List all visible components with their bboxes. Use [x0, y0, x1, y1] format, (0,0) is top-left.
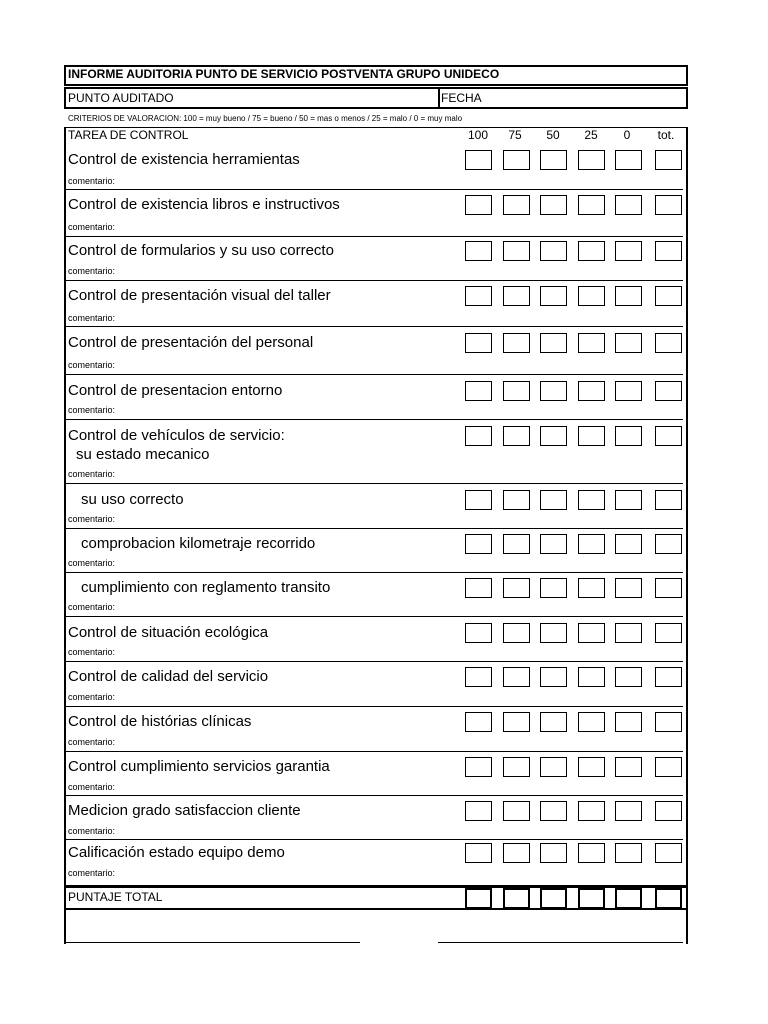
row-separator [66, 616, 683, 617]
score-box-tot[interactable] [655, 667, 682, 687]
task-sublabel: su estado mecanico [76, 446, 210, 463]
score-box-75[interactable] [503, 150, 530, 170]
task-label: Control de vehículos de servicio: [68, 427, 285, 444]
score-box-75[interactable] [503, 286, 530, 306]
score-box-tot[interactable] [655, 150, 682, 170]
score-box-tot[interactable] [655, 381, 682, 401]
score-box-100[interactable] [465, 578, 492, 598]
score-box-0[interactable] [615, 381, 642, 401]
score-box-0[interactable] [615, 623, 642, 643]
task-label: Control de existencia herramientas [68, 151, 300, 168]
score-box-100[interactable] [465, 241, 492, 261]
score-box-100[interactable] [465, 801, 492, 821]
col-header-tot: tot. [657, 128, 675, 142]
row-separator [66, 419, 683, 420]
score-box-25[interactable] [578, 843, 605, 863]
comment-label: comentario: [68, 737, 116, 747]
score-box-50[interactable] [540, 150, 567, 170]
row-separator [66, 326, 683, 327]
score-box-100[interactable] [465, 490, 492, 510]
score-box-25[interactable] [578, 150, 605, 170]
row-separator [66, 374, 683, 375]
score-box-25[interactable] [578, 667, 605, 687]
task-column-header: TAREA DE CONTROL [68, 128, 189, 142]
score-box-0[interactable] [615, 712, 642, 732]
total-box-100[interactable] [465, 888, 492, 909]
score-box-100[interactable] [465, 534, 492, 554]
score-box-25[interactable] [578, 426, 605, 446]
comment-label: comentario: [68, 266, 116, 276]
score-box-tot[interactable] [655, 801, 682, 821]
score-box-tot[interactable] [655, 241, 682, 261]
total-box-75[interactable] [503, 888, 530, 909]
score-box-50[interactable] [540, 534, 567, 554]
comment-label: comentario: [68, 176, 116, 186]
score-box-0[interactable] [615, 286, 642, 306]
comment-label: comentario: [68, 868, 116, 878]
score-box-50[interactable] [540, 426, 567, 446]
signature-line-left [66, 942, 360, 943]
col-header-25: 25 [584, 128, 598, 142]
score-box-75[interactable] [503, 801, 530, 821]
score-box-100[interactable] [465, 623, 492, 643]
comment-label: comentario: [68, 222, 116, 232]
col-header-0: 0 [623, 128, 631, 142]
score-box-50[interactable] [540, 490, 567, 510]
score-box-100[interactable] [465, 757, 492, 777]
row-separator [66, 839, 683, 840]
score-box-100[interactable] [465, 150, 492, 170]
score-box-tot[interactable] [655, 578, 682, 598]
score-box-25[interactable] [578, 578, 605, 598]
task-label: Control de presentacion entorno [68, 382, 283, 399]
score-box-75[interactable] [503, 712, 530, 732]
score-box-75[interactable] [503, 578, 530, 598]
comment-label: comentario: [68, 469, 116, 479]
fecha-label: FECHA [441, 91, 482, 105]
score-box-tot[interactable] [655, 534, 682, 554]
score-box-50[interactable] [540, 712, 567, 732]
score-box-50[interactable] [540, 843, 567, 863]
score-box-100[interactable] [465, 843, 492, 863]
comment-label: comentario: [68, 514, 116, 524]
score-box-50[interactable] [540, 333, 567, 353]
row-separator [66, 483, 683, 484]
score-box-50[interactable] [540, 286, 567, 306]
score-box-25[interactable] [578, 333, 605, 353]
col-header-75: 75 [508, 128, 522, 142]
signature-line-right [438, 942, 683, 943]
comment-label: comentario: [68, 313, 116, 323]
score-box-0[interactable] [615, 843, 642, 863]
score-box-50[interactable] [540, 801, 567, 821]
report-title: INFORME AUDITORIA PUNTO DE SERVICIO POSTVENTA GRUPO UNIDECO [68, 67, 500, 81]
score-box-25[interactable] [578, 757, 605, 777]
row-separator [66, 189, 683, 190]
score-box-0[interactable] [615, 801, 642, 821]
col-header-50: 50 [546, 128, 560, 142]
row-separator [66, 572, 683, 573]
score-box-100[interactable] [465, 333, 492, 353]
score-box-25[interactable] [578, 801, 605, 821]
score-box-50[interactable] [540, 757, 567, 777]
task-label: Control de presentación visual del taller [68, 287, 331, 304]
comment-label: comentario: [68, 405, 116, 415]
score-box-75[interactable] [503, 843, 530, 863]
task-label: Control de histórias clínicas [68, 713, 252, 730]
total-box-0[interactable] [615, 888, 642, 909]
score-box-50[interactable] [540, 623, 567, 643]
task-label: Control cumplimiento servicios garantia [68, 758, 330, 775]
score-box-0[interactable] [615, 578, 642, 598]
comment-label: comentario: [68, 826, 116, 836]
score-box-tot[interactable] [655, 623, 682, 643]
score-box-75[interactable] [503, 490, 530, 510]
score-box-75[interactable] [503, 381, 530, 401]
score-box-75[interactable] [503, 623, 530, 643]
score-box-75[interactable] [503, 241, 530, 261]
score-box-100[interactable] [465, 426, 492, 446]
score-box-100[interactable] [465, 667, 492, 687]
task-label: Control de presentación del personal [68, 334, 314, 351]
score-box-25[interactable] [578, 534, 605, 554]
score-box-100[interactable] [465, 381, 492, 401]
score-box-0[interactable] [615, 757, 642, 777]
score-box-75[interactable] [503, 757, 530, 777]
comment-label: comentario: [68, 782, 116, 792]
total-label: PUNTAJE TOTAL [68, 890, 163, 904]
score-box-75[interactable] [503, 667, 530, 687]
task-label: Control de situación ecológica [68, 624, 269, 641]
score-box-0[interactable] [615, 195, 642, 215]
total-box-50[interactable] [540, 888, 567, 909]
task-label: cumplimiento con reglamento transito [81, 579, 331, 596]
task-label: Control de calidad del servicio [68, 668, 269, 685]
score-box-tot[interactable] [655, 333, 682, 353]
punto-divider [438, 87, 440, 109]
score-box-75[interactable] [503, 333, 530, 353]
score-box-0[interactable] [615, 241, 642, 261]
score-box-0[interactable] [615, 667, 642, 687]
score-box-25[interactable] [578, 623, 605, 643]
row-separator [66, 661, 683, 662]
score-box-0[interactable] [615, 150, 642, 170]
score-box-75[interactable] [503, 426, 530, 446]
comment-label: comentario: [68, 360, 116, 370]
row-separator [66, 751, 683, 752]
row-separator [66, 528, 683, 529]
score-box-tot[interactable] [655, 286, 682, 306]
score-box-25[interactable] [578, 241, 605, 261]
score-box-tot[interactable] [655, 843, 682, 863]
total-box-tot[interactable] [655, 888, 682, 909]
row-separator [66, 236, 683, 237]
score-box-75[interactable] [503, 534, 530, 554]
row-separator [66, 795, 683, 796]
score-box-0[interactable] [615, 333, 642, 353]
score-box-50[interactable] [540, 578, 567, 598]
task-label: Control de formularios y su uso correcto [68, 242, 334, 259]
score-box-100[interactable] [465, 712, 492, 732]
score-box-25[interactable] [578, 286, 605, 306]
score-box-tot[interactable] [655, 757, 682, 777]
score-box-25[interactable] [578, 195, 605, 215]
task-label: comprobacion kilometraje recorrido [81, 535, 316, 552]
punto-label: PUNTO AUDITADO [68, 91, 174, 105]
score-box-tot[interactable] [655, 712, 682, 732]
score-box-100[interactable] [465, 195, 492, 215]
comment-label: comentario: [68, 602, 116, 612]
score-box-25[interactable] [578, 490, 605, 510]
score-box-50[interactable] [540, 381, 567, 401]
score-box-50[interactable] [540, 241, 567, 261]
task-label: su uso correcto [81, 491, 184, 508]
score-box-100[interactable] [465, 286, 492, 306]
row-separator [66, 280, 683, 281]
total-box-25[interactable] [578, 888, 605, 909]
score-box-tot[interactable] [655, 490, 682, 510]
criterios-text: CRITERIOS DE VALORACION: 100 = muy bueno / 75 = bueno / 50 = mas o menos / 25 = malo / 0 = muy malo [68, 114, 463, 123]
comment-label: comentario: [68, 558, 116, 568]
col-header-100: 100 [467, 128, 489, 142]
score-box-0[interactable] [615, 426, 642, 446]
score-box-75[interactable] [503, 195, 530, 215]
score-box-25[interactable] [578, 712, 605, 732]
comment-label: comentario: [68, 692, 116, 702]
score-box-tot[interactable] [655, 195, 682, 215]
score-box-50[interactable] [540, 195, 567, 215]
row-separator [66, 706, 683, 707]
task-label: Control de existencia libros e instructivos [68, 196, 340, 213]
score-box-25[interactable] [578, 381, 605, 401]
comment-label: comentario: [68, 647, 116, 657]
task-label: Medicion grado satisfaccion cliente [68, 802, 301, 819]
score-box-tot[interactable] [655, 426, 682, 446]
score-box-0[interactable] [615, 534, 642, 554]
score-box-50[interactable] [540, 667, 567, 687]
task-label: Calificación estado equipo demo [68, 844, 285, 861]
score-box-0[interactable] [615, 490, 642, 510]
